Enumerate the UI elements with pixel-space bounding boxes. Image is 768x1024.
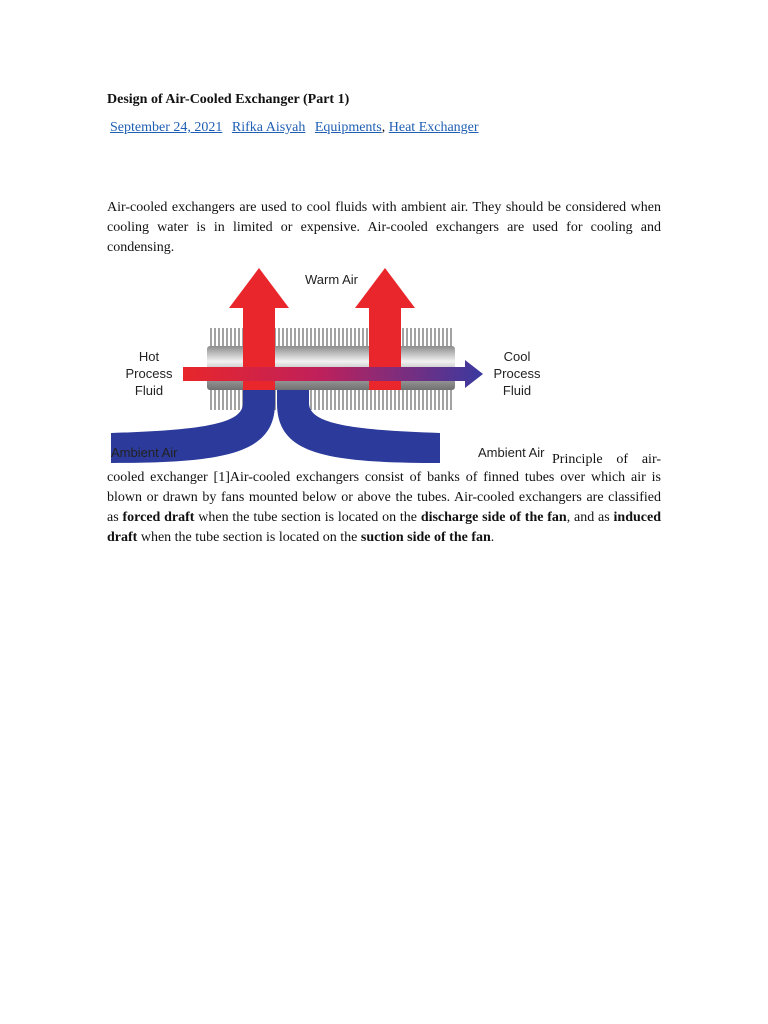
category-separator: , [381,120,386,135]
category-link-heat-exchanger[interactable]: Heat Exchanger [388,120,479,135]
body-paragraph [107,468,661,548]
figure-caption-tail: cooled exchanger [1] [107,470,230,485]
label-ambient-left: Ambient Air [111,445,178,460]
label-hot-3: Fluid [134,383,164,398]
figure-caption-head: Principle of air- [552,452,661,467]
label-hot-1: Hot [138,349,160,364]
body-text-3: , and as [566,510,614,525]
body-text-2: when the tube section is located on the [194,510,421,525]
intro-paragraph: Air-cooled exchangers are used to cool fluids with ambient air. They should be considered when cooling water is in limited or expensive. Air-cooled exchangers are used for cooling and condensing. [107,200,661,255]
article-title: Design of Air-Cooled Exchanger (Part 1) [107,92,350,107]
label-warm-air: Warm Air [305,272,358,287]
label-cool-3: Fluid [502,383,532,398]
body-text-5: . [490,530,495,545]
label-hot-2: Process [125,366,173,381]
term-suction-side: suction side of the fan [360,530,491,545]
term-discharge-side: discharge side of the fan [420,510,567,525]
term-forced-draft: forced draft [122,510,195,525]
label-ambient-right: Ambient Air [478,445,545,460]
category-link-equipments[interactable]: Equipments [314,120,382,135]
term-induced-draft: induced draft [107,510,661,545]
body-text-1: Air-cooled exchangers consist of banks of finned tubes over which air is blown or drawn by fans mounted below or above the tubes. Air-cooled exchangers are classified as [107,470,661,525]
body-text-4: when the tube section is located on the [137,530,361,545]
date-link[interactable]: September 24, 2021 [110,120,223,135]
label-cool-2: Process [493,366,541,381]
air-cooled-exchanger-diagram [107,258,552,470]
article-meta [110,120,479,136]
figure-block [107,258,661,470]
author-link[interactable]: Rifka Aisyah [231,120,306,135]
label-cool-1: Cool [503,349,531,364]
